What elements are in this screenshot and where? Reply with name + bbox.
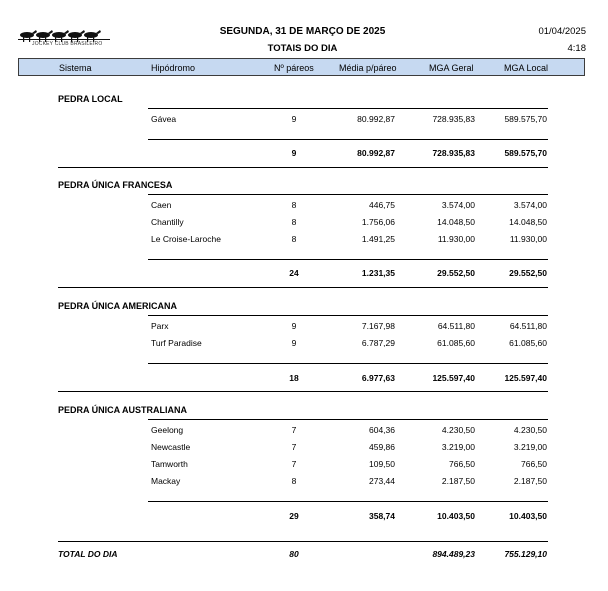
subtotal-media: 358,74 [369, 511, 395, 521]
subtotal-mga-geral: 125.597,40 [432, 373, 475, 383]
subtotal-pareos: 18 [289, 373, 299, 383]
mga-geral-cell: 3.574,00 [441, 200, 475, 210]
media-cell: 459,86 [369, 442, 395, 452]
report-date: SEGUNDA, 31 DE MARÇO DE 2025 [219, 26, 386, 37]
mga-local-cell: 64.511,80 [509, 321, 547, 331]
subtotal-divider [148, 501, 548, 502]
logo-text: JOCKEY CLUB BRASILEIRO [32, 41, 103, 47]
pareos-cell: 8 [291, 217, 297, 227]
subtotal-pareos: 9 [291, 148, 297, 158]
subtotal-media: 80.992,87 [357, 148, 395, 158]
report-title: TOTAIS DO DIA [267, 43, 338, 54]
media-cell: 80.992,87 [357, 114, 395, 124]
grand-total-label: TOTAL DO DIA [58, 549, 118, 559]
section-title: PEDRA ÚNICA AUSTRALIANA [58, 405, 187, 415]
grand-total-mga-local: 755.129,10 [504, 549, 547, 559]
media-cell: 273,44 [369, 476, 395, 486]
section-divider [148, 315, 548, 316]
mga-local-cell: 4.230,50 [513, 425, 547, 435]
hipodromo-cell: Mackay [151, 476, 181, 486]
mga-local-cell: 766,50 [521, 459, 547, 469]
pareos-cell: 9 [291, 338, 297, 348]
mga-local-cell: 589.575,70 [504, 114, 547, 124]
hipodromo-cell: Gávea [151, 114, 177, 124]
section-title: PEDRA ÚNICA AMERICANA [58, 301, 177, 311]
mga-geral-cell: 4.230,50 [441, 425, 475, 435]
section-title: PEDRA LOCAL [58, 94, 123, 104]
column-header-pareos: Nº páreos [274, 63, 314, 73]
subtotal-media: 1.231,35 [361, 268, 395, 278]
subtotal-mga-local: 29.552,50 [509, 268, 547, 278]
hipodromo-cell: Le Croise-Laroche [151, 234, 221, 244]
hipodromo-cell: Parx [151, 321, 169, 331]
mga-geral-cell: 2.187,50 [441, 476, 475, 486]
print-time: 4:18 [567, 43, 586, 54]
pareos-cell: 9 [291, 321, 297, 331]
column-header-sistema: Sistema [59, 63, 92, 73]
hipodromo-cell: Chantilly [151, 217, 184, 227]
mga-geral-cell: 728.935,83 [432, 114, 475, 124]
subtotal-mga-local: 589.575,70 [504, 148, 547, 158]
column-header-bar [18, 58, 585, 76]
section-separator [58, 287, 548, 288]
column-header-mga-local: MGA Local [504, 63, 549, 73]
media-cell: 6.787,29 [361, 338, 395, 348]
section-separator [58, 167, 548, 168]
pareos-cell: 7 [291, 459, 297, 469]
pareos-cell: 8 [291, 234, 297, 244]
mga-geral-cell: 61.085,60 [437, 338, 475, 348]
subtotal-divider [148, 363, 548, 364]
subtotal-divider [148, 139, 548, 140]
subtotal-media: 6.977,63 [361, 373, 395, 383]
mga-geral-cell: 766,50 [449, 459, 475, 469]
subtotal-divider [148, 259, 548, 260]
pareos-cell: 9 [291, 114, 297, 124]
mga-geral-cell: 3.219,00 [441, 442, 475, 452]
column-header-mga-geral: MGA Geral [429, 63, 474, 73]
pareos-cell: 8 [291, 200, 297, 210]
column-header-media: Média p/páreo [339, 63, 397, 73]
media-cell: 604,36 [369, 425, 395, 435]
hipodromo-cell: Turf Paradise [151, 338, 202, 348]
mga-geral-cell: 14.048,50 [437, 217, 475, 227]
pareos-cell: 7 [291, 442, 297, 452]
grand-total-mga-geral: 894.489,23 [432, 549, 475, 559]
grand-total-separator [58, 541, 548, 542]
pareos-cell: 8 [291, 476, 297, 486]
subtotal-pareos: 29 [289, 511, 299, 521]
media-cell: 1.756,06 [361, 217, 395, 227]
hipodromo-cell: Geelong [151, 425, 184, 435]
mga-geral-cell: 11.930,00 [437, 234, 475, 244]
mga-local-cell: 11.930,00 [509, 234, 547, 244]
mga-geral-cell: 64.511,80 [437, 321, 475, 331]
column-header-hipodromo: Hipódromo [151, 63, 196, 73]
hipodromo-cell: Newcastle [151, 442, 191, 452]
section-divider [148, 194, 548, 195]
section-divider [148, 419, 548, 420]
subtotal-mga-geral: 10.403,50 [437, 511, 475, 521]
mga-local-cell: 2.187,50 [513, 476, 547, 486]
section-separator [58, 391, 548, 392]
pareos-cell: 7 [291, 425, 297, 435]
mga-local-cell: 61.085,60 [509, 338, 547, 348]
media-cell: 109,50 [369, 459, 395, 469]
mga-local-cell: 3.574,00 [513, 200, 547, 210]
mga-local-cell: 3.219,00 [513, 442, 547, 452]
mga-local-cell: 14.048,50 [509, 217, 547, 227]
hipodromo-cell: Tamworth [151, 459, 188, 469]
subtotal-mga-local: 10.403,50 [509, 511, 547, 521]
subtotal-mga-local: 125.597,40 [504, 373, 547, 383]
subtotal-pareos: 24 [289, 268, 299, 278]
media-cell: 446,75 [369, 200, 395, 210]
section-title: PEDRA ÚNICA FRANCESA [58, 180, 173, 190]
section-divider [148, 108, 548, 109]
media-cell: 7.167,98 [361, 321, 395, 331]
media-cell: 1.491,25 [361, 234, 395, 244]
hipodromo-cell: Caen [151, 200, 172, 210]
subtotal-mga-geral: 728.935,83 [432, 148, 475, 158]
print-date: 01/04/2025 [538, 26, 586, 37]
subtotal-mga-geral: 29.552,50 [437, 268, 475, 278]
grand-total-pareos: 80 [289, 549, 299, 559]
